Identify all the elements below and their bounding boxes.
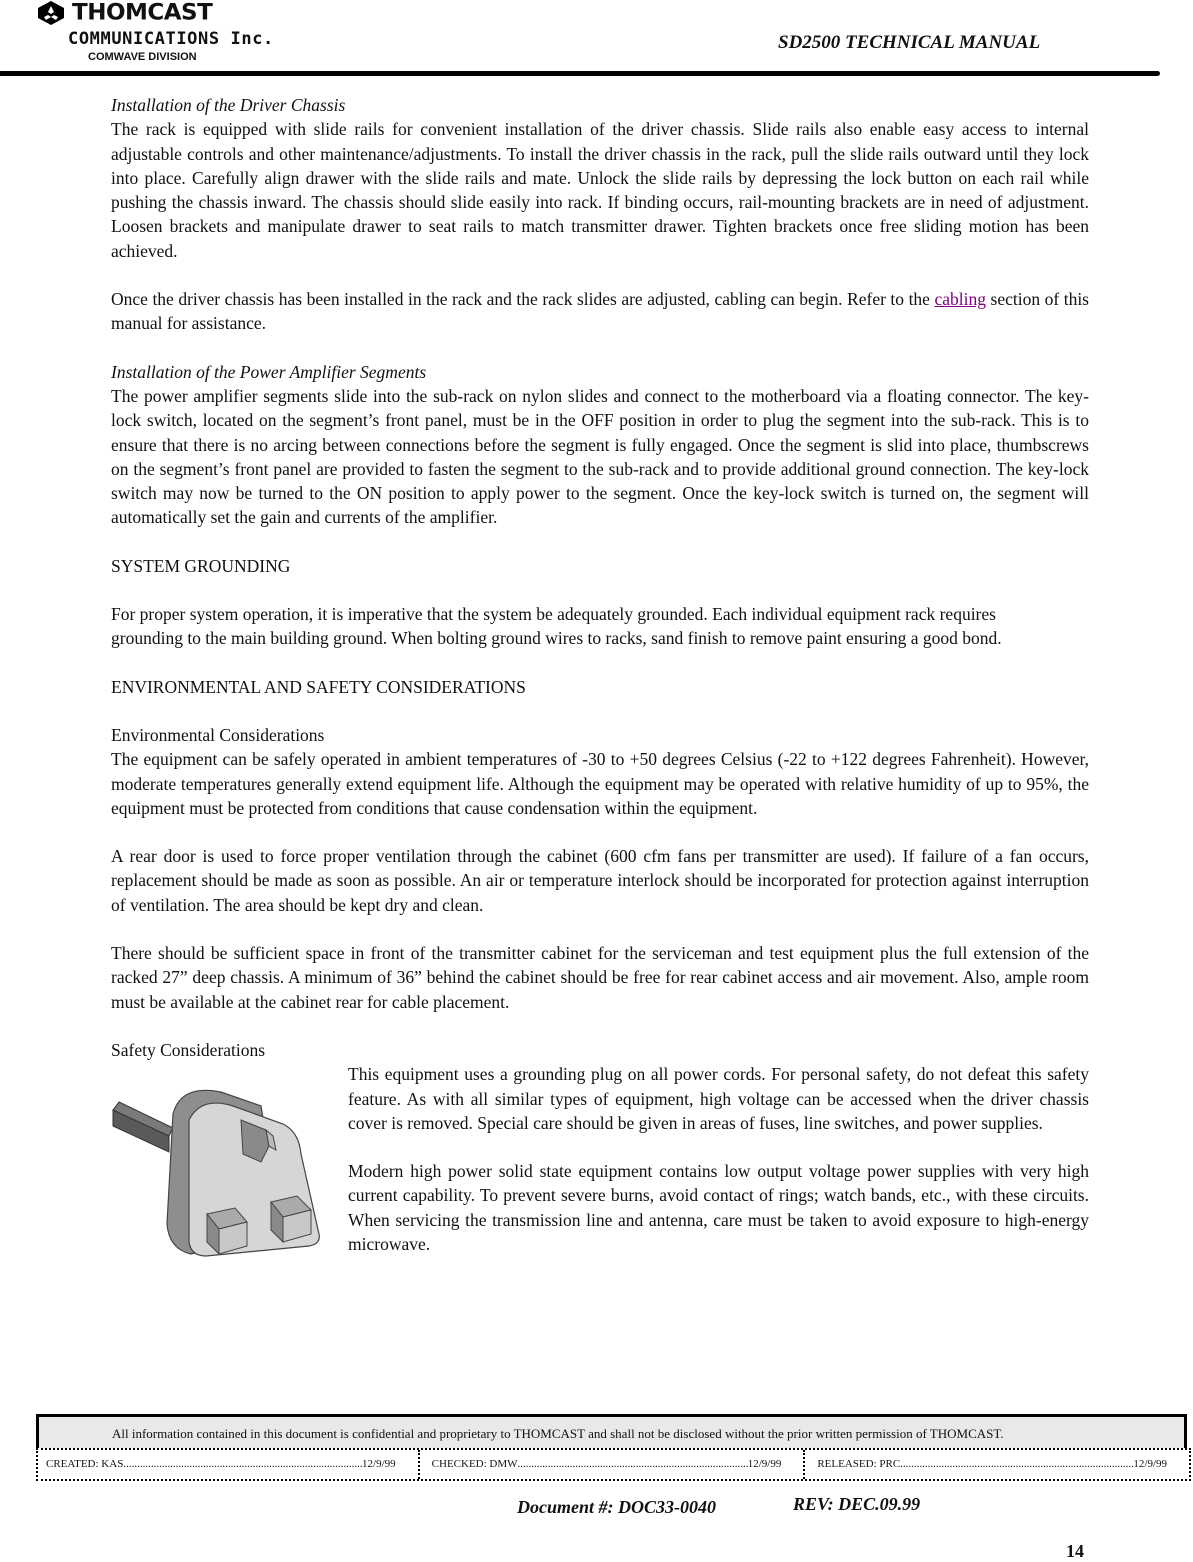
dot-leader xyxy=(123,1450,362,1479)
section-heading-driver-chassis: Installation of the Driver Chassis xyxy=(111,95,346,115)
cabling-link[interactable]: cabling xyxy=(934,289,986,310)
released-signoff xyxy=(803,1450,1189,1479)
subheading-safety: Safety Considerations xyxy=(111,1039,266,1060)
section-heading-grounding: SYSTEM GROUNDING xyxy=(111,555,291,576)
text: Once the driver chassis has been installed in the rack and the rack slides are adjusted, cabling can begin. Refer to the xyxy=(111,289,935,310)
paragraph: A rear door is used to force proper ventilation through the cabinet (600 cfm fans per transmitter are used). If failure of a fan occurs, replacement should be made as soon as possible. An air or temperature interlock should be incorporated for protection against interruption of ventilation. The area should be kept dry and clean. xyxy=(111,846,1089,915)
released-label: RELEASED: PRC xyxy=(817,1458,901,1470)
section-heading-pa-segments: Installation of the Power Amplifier Segments xyxy=(111,361,427,382)
paragraph: The rack is equipped with slide rails for convenient installation of the driver chassis. Slide rails also enable easy access to internal adjustable controls and other maintenance/adjustments. To install the driver chassis in the rack, pull the slide rails outward until they lock into place. Carefully align drawer with the slide rails and mate. Unlock the slide rails by depressing the lock button on each rail while pushing the chassis inward. The chassis should slide easily into rack. If binding occurs, rail-mounting brackets are in need of adjustment. Loosen brackets and manipulate drawer to seat rails to match transmitter drawer. Tighten brackets once free sliding motion has been achieved. xyxy=(111,119,1089,261)
footer-signoff-box xyxy=(36,1414,1191,1482)
section-heading-env-safety: ENVIRONMENTAL AND SAFETY CONSIDERATIONS xyxy=(111,676,526,697)
paragraph: This equipment uses a grounding plug on all power cords. For personal safety, do not defeat this safety feature. As with all similar types of equipment, high voltage can be accessed when the driver chassis cover is removed. Special care should be given in areas of fuses, line switches, and power supplies. xyxy=(348,1064,1089,1133)
paragraph: There should be sufficient space in front of the transmitter cabinet for the serviceman and test equipment plus the full extension of the racked 27” deep chassis. A minimum of 36” behind the cabinet should be free for rear cabinet access and air movement. Also, ample room must be available at the cabinet rear for cable placement. xyxy=(111,943,1089,1012)
released-date: 12/9/99 xyxy=(1133,1458,1168,1470)
division-name: COMWAVE DIVISION xyxy=(88,51,197,63)
subheading-environmental: Environmental Considerations xyxy=(111,724,325,745)
paragraph: For proper system operation, it is imperative that the system be adequately grounded. Each individual equipment rack requires grounding to the main building ground. When bolting ground wires to racks, sand finish to remove paint ensuring a good bond. xyxy=(111,604,1002,649)
dot-leader xyxy=(518,1450,748,1479)
thomcast-triskelion-logo-icon xyxy=(38,1,64,25)
revision: REV: DEC.09.99 xyxy=(793,1494,921,1514)
signoff-row xyxy=(36,1448,1191,1481)
company-name: THOMCAST xyxy=(72,0,213,26)
confidentiality-notice: All information contained in this document is confidential and proprietary to THOMCAST and shall not be disclosed without the prior written permission of THOMCAST. xyxy=(36,1414,1187,1448)
grounding-plug-illustration xyxy=(111,1084,326,1264)
dot-leader xyxy=(900,1450,1133,1479)
checked-label: CHECKED: DMW xyxy=(431,1458,518,1470)
safety-section xyxy=(111,1062,1089,1302)
company-subtitle: COMMUNICATIONS Inc. xyxy=(68,29,274,49)
paragraph-cabling-reference xyxy=(111,287,1089,336)
header-divider xyxy=(0,71,1160,76)
paragraph: The power amplifier segments slide into the sub-rack on nylon slides and connect to the motherboard via a floating connector. The key-lock switch, located on the segment’s front panel, must be in the OFF position in order to plug the segment into the sub-rack. This is to ensure that there is no arcing between connections before the segment is fully engaged. Once the segment is slid into place, thumbscrews on the segment’s front panel are provided to fasten the segment to the sub-rack and to provide additional ground connection. The key-lock switch may now be turned to the ON position to apply power to the segment. Once the key-lock switch is turned on, the segment will automatically set the gain and currents of the amplifier. xyxy=(111,385,1089,528)
checked-signoff xyxy=(418,1450,804,1479)
paragraph: Modern high power solid state equipment contains low output voltage power supplies with very high current capability. To prevent severe burns, avoid contact of rings; watch bands, etc., with these circuits. When servicing the transmission line and antenna, care must be taken to avoid exposure to high-energy microwave. xyxy=(348,1161,1089,1254)
paragraph: The equipment can be safely operated in ambient temperatures of -30 to +50 degrees Celsius (-22 to +122 degrees Fahrenheit). However, moderate temperatures generally extend equipment life. Although the equipment may be operated with relative humidity of up to 95%, the equipment must be protected from conditions that cause condensation within the equipment. xyxy=(111,749,1089,818)
created-label: CREATED: KAS xyxy=(46,1458,124,1470)
document-body xyxy=(111,93,1089,1302)
page-number: 14 xyxy=(1066,1541,1084,1561)
text: section of this manual for assistance. xyxy=(111,289,1089,334)
created-date: 12/9/99 xyxy=(362,1458,396,1470)
safety-text xyxy=(348,1062,1089,1256)
created-signoff xyxy=(38,1450,418,1479)
document-number: Document #: DOC33-0040 xyxy=(517,1497,716,1517)
company-logo xyxy=(38,0,274,63)
checked-date: 12/9/99 xyxy=(747,1458,782,1470)
document-title: SD2500 TECHNICAL MANUAL xyxy=(778,32,1041,53)
page-header xyxy=(0,0,1193,80)
